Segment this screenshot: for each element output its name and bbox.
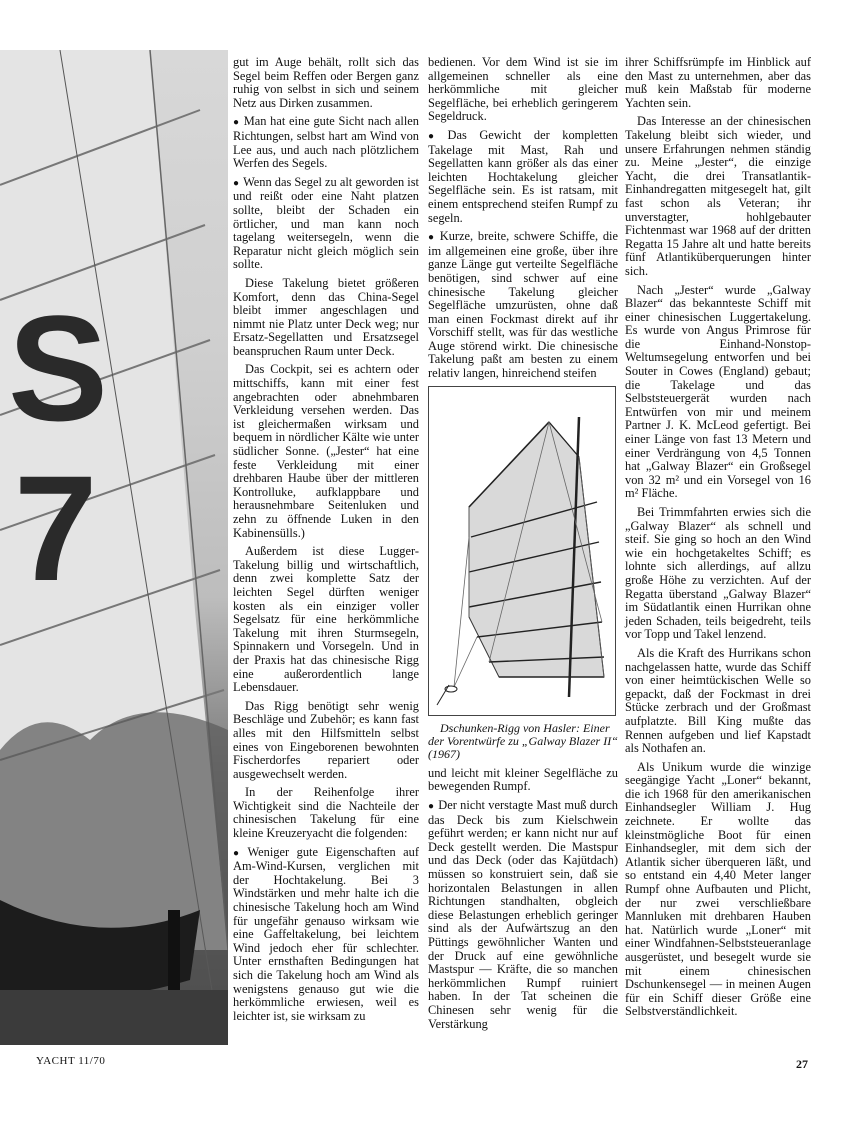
paragraph: ihrer Schiffsrümpfe im Hinblick auf den Mast zu unternehmen, aber das muß kein Maßstab für moderne Yachten sein.: [625, 55, 811, 110]
paragraph: Nach „Jester“ wurde „Galway Blazer“ das bekannteste Schiff mit einer chinesischen Luggertakelung. Es wurde von Angus Primrose für die Einhand-Nonstop-Weltumsegelung entworfen und bei Souter in Cowes (England) gebaut; die Takelage und das Selbststeuergerät wurden nach Entwürfen von mir und meinem Partner J. K. McLeod gefertigt. Bei einer Länge von fast 13 Metern und einer Verdrängung von 4,5 Tonnen hat „Galway Blazer“ ein Großsegel von 32 m² und ein Vorsegel von 16 m² Fläche.: [625, 282, 811, 501]
paragraph: ● Das Gewicht der kompletten Takelage mit Mast, Rah und Segellatten kann größer als das einer leichten Hochtakelung gleicher Segelfläche sein. Es ist ratsam, mit einem entsprechend steifen Rumpf zu segeln.: [428, 129, 618, 225]
sail-number: 7: [14, 444, 98, 612]
text-column-2-bottom: [428, 767, 618, 1031]
paragraph: Außerdem ist diese Lugger-Takelung billig und wirtschaftlich, denn zwei komplette Satz der leichten Segel dürften weniger kosten als ein einziger voller Segelsatz für eine herkömmliche Takelung mit ihren Sturmsegeln, Spinnakern und Vorsegeln. Und in der Praxis hat das chinesische Rigg eine außerordentlich lange Lebensdauer.: [233, 544, 419, 695]
paragraph: ● Kurze, breite, schwere Schiffe, die im allgemeinen eine große, über ihre ganze Länge gut verteilte Segelfläche benötigen, sind schwer auf eine chinesische Takelung gleicher Segelfläche umzurüsten, ohne daß man einen Fockmast direkt auf ihr Vorschiff stellt, was für das westliche Auge störend wirkt. Die chinesische Takelung paßt am besten zu einem relativ langen, hinreichend steifen: [428, 230, 618, 381]
paragraph: ● Wenn das Segel zu alt geworden ist und reißt oder eine Naht platzen sollte, bleibt der Schaden ein örtlicher, und man kann noch tagelang weitersegeln, wenn die Reparatur nicht gleich möglich sein sollte.: [233, 176, 419, 272]
paragraph: Das Cockpit, sei es achtern oder mittschiffs, kann mit einer fest angebrachten oder abnehmbaren Verkleidung versehen werden. Das ist gleichermaßen wirksam und bequem in nördlicher Kälte wie unter südlicher Sonne. („Jester“ hat eine feste Verkleidung mit einer drehbaren Haube über der mittleren Kontrolluke, aufklappbare und herausnehmbare Seitenluken und zehn zu öffnende Luken in den Kabinensülls.): [233, 362, 419, 540]
paragraph: Das Rigg benötigt sehr wenig Beschläge und Zubehör; es kann fast alles mit den Hilfsmitteln selbst eines von Eingeborenen bewohnten Fischerdorfes repariert oder ausgewechselt werden.: [233, 698, 419, 781]
text-column-1: [233, 56, 419, 1028]
text-column-3: [625, 56, 811, 1024]
paragraph: In der Reihenfolge ihrer Wichtigkeit sind die Nachteile der chinesischen Takelung für eine kleine Kreuzeryacht die folgenden:: [233, 785, 419, 841]
paragraph: Diese Takelung bietet größeren Komfort, denn das China-Segel bleibt immer angeschlagen und nimmt nie Platz unter Deck weg; nur Ersatz-Segellatten und Ersatzsegel beanspruchen Raum unter Deck.: [233, 275, 419, 358]
magazine-issue: YACHT 11/70: [36, 1055, 106, 1067]
figure-caption: Dschunken-Rigg von Hasler: Einer der Vorentwürfe zu „Galway Blazer II“ (1967): [428, 720, 618, 762]
junk-rig-drawing: [428, 386, 616, 716]
paragraph: Bei Trimmfahrten erwies sich die „Galway Blazer“ als schnell und steif. Sie ging so hoch an den Wind wie ein hochgetakeltes Schiff; es lohnte sich allerdings, auf allzu große Höhe zu verzichten. Auf der Regatta überstand „Galway Blazer“ im Südatlantik einen Hurrikan ohne jeden Schaden, teils beigedreht, teils vor Topp und Takel lenzend.: [625, 505, 811, 642]
sailboat-photo: [0, 50, 228, 1045]
paragraph: ● Man hat eine gute Sicht nach allen Richtungen, selbst hart am Wind von Lee aus, und auch nach plötzlichem Werfen des Segels.: [233, 115, 419, 170]
paragraph: bedienen. Vor dem Wind ist sie im allgemeinen schneller als eine herkömmliche mit gleicher Segelfläche, bei erheblich geringerem Segeldruck.: [428, 55, 618, 124]
page-number: 27: [796, 1057, 808, 1071]
sail-letter: S: [8, 284, 109, 452]
paragraph: Das Interesse an der chinesischen Takelung bleibt sich wieder, und unsere Erfahrungen nehmen ständig zu. Meine „Jester“, die einzige Yacht, die drei Transatlantik-Einhandregatten mitgesegelt hat, gilt fast schon als Veteran; ihr unverstagter, hohlgebauter Fichtenmast war 1968 auf der dritten Regatta 15 Jahre alt und hatte bereits fünf Atlantiküberquerungen hinter sich.: [625, 114, 811, 278]
text-column-2: [428, 56, 618, 1036]
paragraph: ● Der nicht verstagte Mast muß durch das Deck bis zum Kielschwein geführt werden; er kann nicht nur auf Deck gestellt werden. Die Mastspur und das Deck (oder das Kajütdach) müssen so konstruiert sein, daß sie horizontalen Belastungen in allen Richtungen standhalten, obgleich diese Belastungen erheblich geringer sind als der Aufwärtszug an den Püttings gewöhnlicher Wanten und der Druck auf eine gewöhnliche Mastspur — Kräfte, die so manchen herkömmlichen Rumpf ruiniert haben. In der Tat scheinen die Chinesen sehr wenig für die Verstärkung: [428, 799, 618, 1031]
paragraph: ● Weniger gute Eigenschaften auf Am-Wind-Kursen, verglichen mit der Hochtakelung. Bei 3 Windstärken und mehr halte ich die chinesische Takelung hoch am Wind für ungefähr genauso wirksam wie eine Gaffeltakelung, bei leichtem Wind jedoch eher für schlechter. Unter ernsthaften Bedingungen hat sich die Takelung hoch am Wind als wenigstens genauso gut wie die herkömmliche erwiesen, weil es leichter ist, sie wirksam zu: [233, 846, 419, 1024]
text-column-2-top: [428, 56, 618, 381]
paragraph: und leicht mit kleiner Segelfläche zu bewegenden Rumpf.: [428, 765, 618, 794]
paragraph: Als Unikum wurde die winzige seegängige Yacht „Loner“ bekannt, die ich 1968 für den amerikanischen Einhandsegler William J. Hug zeichnete. Er wollte das kleinstmögliche Boot für einen Einhandsegler, mit dem sich der Atlantik sicher überqueren läßt, und so entstand ein 4,40 Meter langer Rumpf ohne Aufbauten und Plicht, der nur zwei verschließbare Mannluken mit drehbaren Hauben hat. Natürlich wurde „Loner“ mit einer Windfahnen-Selbststeueranlage ausgerüstet, und besegelt wurde sie mit einem chinesischen Dschunkensegel — in meinen Augen für ein Schiff dieser Größe eine Selbstverständlichkeit.: [625, 759, 811, 1019]
paragraph: gut im Auge behält, rollt sich das Segel beim Reffen oder Bergen ganz ruhig von selbst in sich und seinem Netz aus Dirken zusammen.: [233, 55, 419, 110]
paragraph: Als die Kraft des Hurrikans schon nachgelassen hatte, wurde das Schiff von einer heimtückischen Welle so gepackt, daß der Fockmast in drei Stücke zerbrach und der Großmast aufplatzte. Bill King mußte das Rennen aufgeben und lief Kapstadt als Nothafen an.: [625, 645, 811, 756]
